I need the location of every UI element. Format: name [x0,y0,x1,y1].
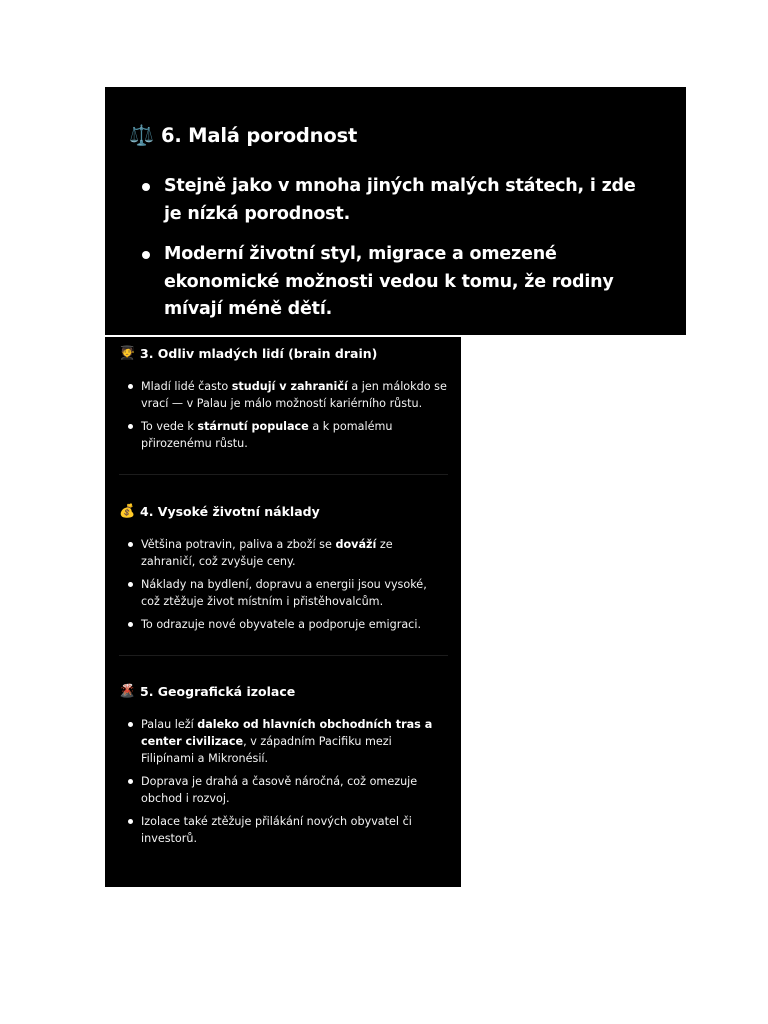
bullet-dot [128,542,133,547]
balance-scale-icon: ⚖️ [129,123,154,147]
top-panel [105,87,686,335]
bullet-dot [128,582,133,587]
bullet-dot [128,622,133,627]
bullet-dot [142,183,150,191]
bullet-dot [142,251,150,259]
list-item: Izolace také ztěžuje přilákání nových obyvatel či investorů. [119,813,448,847]
bullet-list [119,378,448,452]
list-item: Palau leží daleko od hlavních obchodních tras a center civilizace, v západním Pacifiku mezi Filipínami a Mikronésií. [119,716,448,767]
money-bag-icon: 💰 [119,503,136,519]
section-heading [119,501,448,521]
section-geographic-isolation [119,656,448,847]
section-living-costs [119,475,448,633]
list-item: To odrazuje nové obyvatele a podporuje emigraci. [119,616,448,633]
section-title: 4. Vysoké životní náklady [140,503,320,519]
list-item: Většina potravin, paliva a zboží se dováží ze zahraničí, což zvyšuje ceny. [119,536,448,570]
bullet-dot [128,779,133,784]
bullet-list [129,173,656,324]
section-title: 6. Malá porodnost [161,123,358,147]
list-item: Moderní životní styl, migrace a omezené ekonomické možnosti vedou k tomu, že rodiny mívají méně dětí. [129,241,656,324]
volcano-icon: 🌋 [119,683,136,699]
section-title: 5. Geografická izolace [140,683,296,699]
bullet-dot [128,424,133,429]
list-item: To vede k stárnutí populace a k pomalému přirozenému růstu. [119,418,448,452]
list-item: Doprava je drahá a časově náročná, což omezuje obchod i rozvoj. [119,773,448,807]
section-title: 3. Odliv mladých lidí (brain drain) [140,345,378,361]
section-heading [129,119,656,151]
section-brain-drain [119,337,448,452]
list-item: Náklady na bydlení, dopravu a energii jsou vysoké, což ztěžuje život místním i přistěhovalcům. [119,576,448,610]
section-heading [119,681,448,701]
bullet-dot [128,722,133,727]
bullet-list [119,716,448,847]
list-item: Mladí lidé často studují v zahraničí a jen málokdo se vrací — v Palau je málo možností kariérního růstu. [119,378,448,412]
section-heading [119,343,448,363]
bullet-dot [128,819,133,824]
list-item: Stejně jako v mnoha jiných malých státech, i zde je nízká porodnost. [129,173,656,228]
bottom-panel [105,337,461,887]
bullet-list [119,536,448,633]
bullet-dot [128,384,133,389]
graduate-icon: 🧑‍🎓 [119,345,136,361]
